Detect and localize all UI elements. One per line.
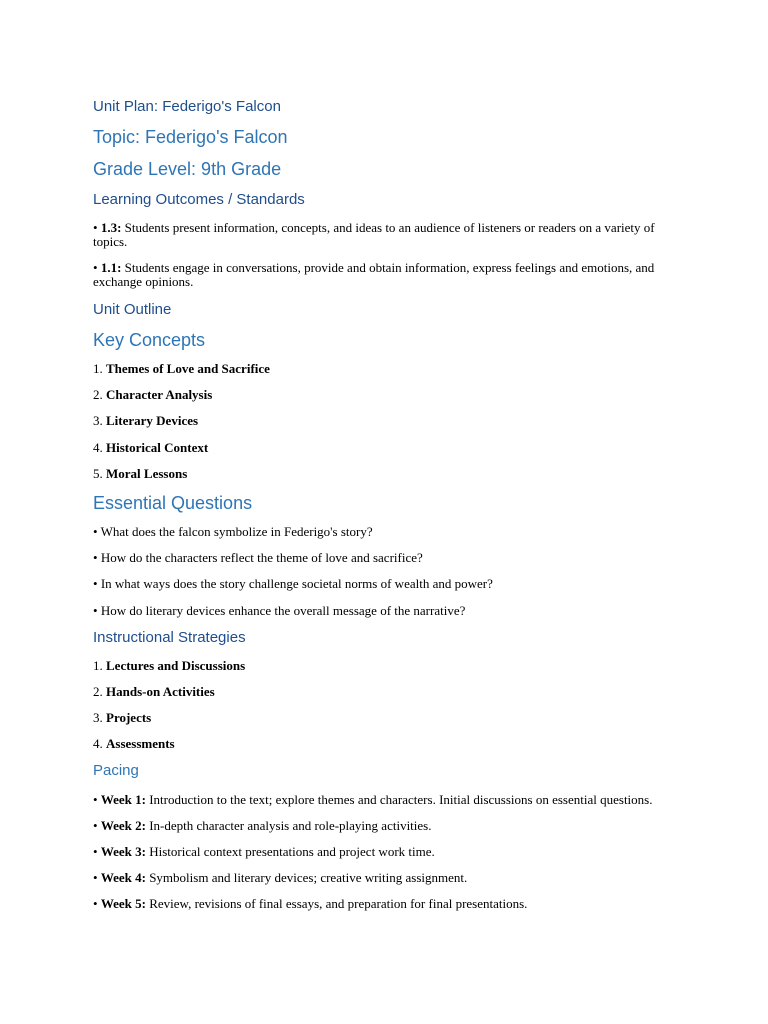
question-text: In what ways does the story challenge societal norms of wealth and power? bbox=[100, 576, 493, 591]
key-concept-item bbox=[93, 362, 663, 376]
pacing-text: Historical context presentations and project work time. bbox=[149, 844, 435, 859]
pacing-text: In-depth character analysis and role-playing activities. bbox=[149, 818, 432, 833]
standard-code: 1.1: bbox=[100, 260, 122, 275]
item-label: Hands-on Activities bbox=[106, 684, 215, 699]
bullet: • bbox=[93, 524, 98, 539]
item-label: Themes of Love and Sacrifice bbox=[106, 361, 270, 376]
item-number: 3. bbox=[93, 413, 103, 428]
outcome-text: Students engage in conversations, provide and obtain information, express feelings and emotions, and exchange opinions. bbox=[93, 260, 655, 289]
item-label: Assessments bbox=[106, 736, 175, 751]
question-text: How do the characters reflect the theme of love and sacrifice? bbox=[100, 550, 423, 565]
item-label: Historical Context bbox=[106, 440, 209, 455]
grade-heading: Grade Level: 9th Grade bbox=[93, 159, 282, 179]
key-concept-item bbox=[93, 388, 663, 402]
essential-questions-heading: Essential Questions bbox=[93, 493, 253, 513]
pacing-item bbox=[93, 845, 663, 859]
question-text: What does the falcon symbolize in Federigo's story? bbox=[100, 524, 373, 539]
item-number: 2. bbox=[93, 387, 103, 402]
bullet: • bbox=[93, 603, 98, 618]
bullet: • bbox=[93, 220, 98, 235]
item-number: 5. bbox=[93, 466, 103, 481]
bullet: • bbox=[93, 576, 98, 591]
pacing-text: Introduction to the text; explore themes and characters. Initial discussions on essential questions. bbox=[149, 792, 653, 807]
strategy-item bbox=[93, 685, 663, 699]
key-concepts-heading: Key Concepts bbox=[93, 330, 206, 350]
bullet: • bbox=[93, 844, 98, 859]
pacing-item bbox=[93, 793, 663, 807]
item-label: Character Analysis bbox=[106, 387, 213, 402]
unit-outline-heading: Unit Outline bbox=[93, 301, 172, 318]
item-label: Moral Lessons bbox=[106, 466, 188, 481]
week-label: Week 3: bbox=[100, 844, 146, 859]
item-label: Projects bbox=[106, 710, 152, 725]
pacing-text: Review, revisions of final essays, and preparation for final presentations. bbox=[149, 896, 528, 911]
doc-title: Unit Plan: Federigo's Falcon bbox=[93, 98, 281, 115]
question-item bbox=[93, 551, 663, 565]
bullet: • bbox=[93, 550, 98, 565]
outcome-item bbox=[93, 261, 663, 289]
week-label: Week 4: bbox=[100, 870, 146, 885]
question-text: How do literary devices enhance the overall message of the narrative? bbox=[100, 603, 466, 618]
item-number: 2. bbox=[93, 684, 103, 699]
bullet: • bbox=[93, 792, 98, 807]
pacing-item bbox=[93, 897, 663, 911]
pacing-text: Symbolism and literary devices; creative writing assignment. bbox=[149, 870, 468, 885]
bullet: • bbox=[93, 818, 98, 833]
item-number: 4. bbox=[93, 736, 103, 751]
item-number: 3. bbox=[93, 710, 103, 725]
strategy-item bbox=[93, 711, 663, 725]
key-concept-item bbox=[93, 441, 663, 455]
week-label: Week 1: bbox=[100, 792, 146, 807]
key-concept-item bbox=[93, 414, 663, 428]
pacing-item bbox=[93, 871, 663, 885]
outcome-text: Students present information, concepts, and ideas to an audience of listeners or readers on a variety of topics. bbox=[93, 220, 655, 249]
strategy-item bbox=[93, 737, 663, 751]
strategy-item bbox=[93, 659, 663, 673]
standard-code: 1.3: bbox=[100, 220, 122, 235]
topic-heading: Topic: Federigo's Falcon bbox=[93, 127, 288, 147]
item-number: 1. bbox=[93, 361, 103, 376]
bullet: • bbox=[93, 896, 98, 911]
question-item bbox=[93, 604, 663, 618]
bullet: • bbox=[93, 260, 98, 275]
strategies-heading: Instructional Strategies bbox=[93, 629, 246, 646]
pacing-heading: Pacing bbox=[93, 762, 139, 779]
item-label: Lectures and Discussions bbox=[106, 658, 246, 673]
outcomes-heading: Learning Outcomes / Standards bbox=[93, 191, 305, 208]
key-concept-item bbox=[93, 467, 663, 481]
question-item bbox=[93, 525, 663, 539]
question-item bbox=[93, 577, 663, 591]
item-label: Literary Devices bbox=[106, 413, 199, 428]
outcome-item bbox=[93, 221, 663, 249]
pacing-item bbox=[93, 819, 663, 833]
item-number: 1. bbox=[93, 658, 103, 673]
week-label: Week 2: bbox=[100, 818, 146, 833]
week-label: Week 5: bbox=[100, 896, 146, 911]
item-number: 4. bbox=[93, 440, 103, 455]
bullet: • bbox=[93, 870, 98, 885]
